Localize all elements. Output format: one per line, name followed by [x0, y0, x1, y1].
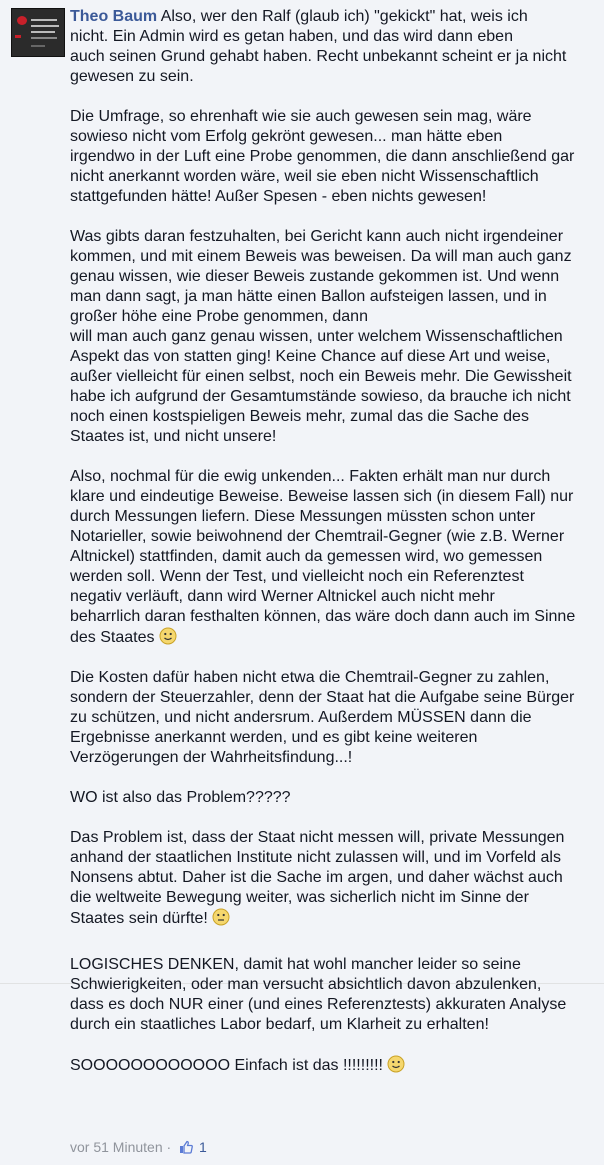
smiley-icon	[212, 908, 230, 926]
paragraph-6: WO ist also das Problem?????	[70, 789, 291, 806]
separator: ·	[166, 1139, 172, 1155]
author-name[interactable]: Theo Baum	[70, 8, 158, 25]
paragraph-9: SOOOOOOOOOOOO Einfach ist das !!!!!!!!!	[70, 1055, 596, 1076]
comment-meta	[70, 1137, 207, 1157]
paragraph-3: Was gibts daran festzuhalten, bei Gericht kann auch nicht irgendeiner kommen, und mit einem Beweis was beweisen. Da will man auch ganz genau wissen, wie dieser Beweis zustande gekommen ist. Und wenn man dann sagt, ja man hätte einen Ballon aufsteigen lassen, und in großer höhe eine Probe genommen, dann will man auch ganz genau wissen, unter welchem Wissenschaftlichen Aspekt das von statten ging! Keine Chance auf diese Art und weise, außer vielleicht für einen selbst, noch ein Beweis mehr. Die Gewissheit habe ich aufgrund der Gesamtumstände sowieso, da brauche ich nicht noch einen kostspieligen Beweis mehr, zumal das die Sache des Staates ist, und nicht unsere!	[70, 228, 572, 445]
like-icon[interactable]	[179, 1140, 193, 1154]
smiley-icon	[387, 1055, 405, 1073]
paragraph-4: Also, nochmal für die ewig unkenden... Fakten erhält man nur durch klare und eindeutige Beweise. Beweise lassen sich (in diesem Fall) nur durch Messungen liefern. Diese Messungen müssten schon unter Notarieller, sowie beiwohnend der Chemtrail-Gegner (wie z.B. Werner Altnickel) stattfinden, damit auch da gemessen wird, wo gemessen werden soll. Wenn der Test, und vielleicht noch ein Referenztest negativ verläuft, dann wird Werner Altnickel auch nicht mehr beharrlich daran festhalten können, das wäre doch dann auch im Sinne des Staates	[70, 468, 576, 646]
comment-body	[70, 7, 596, 1096]
timestamp[interactable]: vor 51 Minuten	[70, 1139, 163, 1155]
paragraph-5: Die Kosten dafür haben nicht etwa die Chemtrail-Gegner zu zahlen, sondern der Steuerzahler, denn der Staat hat die Aufgabe seine Bürger zu schützen, und nicht andersrum. Außerdem MÜSSEN dann die Ergebnisse anerkannt werden, und es gibt keine weiteren Verzögerungen der Wahrheitsfindung...!	[70, 669, 575, 766]
avatar[interactable]	[11, 8, 65, 57]
paragraph-1: Theo Baum Also, wer den Ralf (glaub ich) "gekickt" hat, weis ich nicht. Ein Admin wird es getan haben, und das wird dann eben auch seinen Grund gehabt haben. Recht unbekannt scheint er ja nicht gewesen zu sein.	[70, 8, 567, 85]
smiley-icon	[159, 627, 177, 645]
paragraph-8: LOGISCHES DENKEN, damit hat wohl mancher leider so seine Schwierigkeiten, oder man versucht absichtlich davon abzulenken, dass es doch NUR einer (und eines Referenztests) akkuraten Analyse durch ein staatliches Labor bedarf, um Klarheit zu erhalten!	[70, 956, 567, 1033]
paragraph-7: Das Problem ist, dass der Staat nicht messen will, private Messungen anhand der staatlichen Institute nicht zulassen will, und im Vorfeld als Nonsens abtut. Daher ist die Sache im argen, und daher wächst auch die weltweite Bewegung weiter, was sicherlich nicht im Sinne der Staates sein dürfte!	[70, 829, 565, 927]
paragraph-2: Die Umfrage, so ehrenhaft wie sie auch gewesen sein mag, wäre sowieso nicht vom Erfolg gekrönt gewesen... man hätte eben irgendwo in der Luft eine Probe genommen, die dann anschließend gar nicht anerkannt worden wäre, weil sie eben nicht Wissenschaftlich stattgefunden hätte! Außer Spesen - eben nichts gewesen!	[70, 108, 575, 205]
like-count[interactable]: 1	[198, 1139, 207, 1155]
